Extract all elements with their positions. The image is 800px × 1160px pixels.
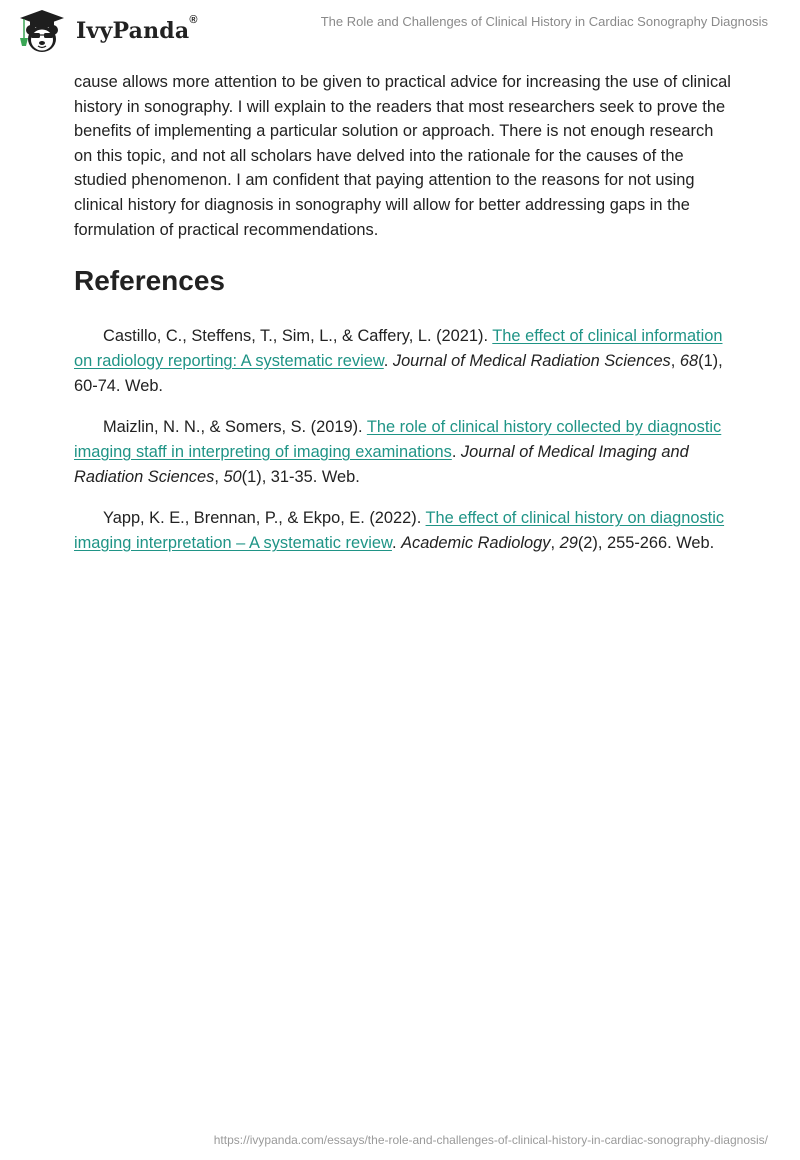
volume: 68 [679,352,699,371]
reference-authors: Maizlin, N. N., & Somers, S. (2019). [103,418,367,437]
volume: 50 [223,468,242,487]
separator: , [670,352,680,371]
reference-authors: Yapp, K. E., Brennan, P., & Ekpo, E. (2022). [103,509,426,528]
reference-item [74,415,734,490]
document-body [74,70,734,572]
volume: 29 [559,534,578,553]
brand-name: IvyPanda® [76,14,198,44]
issue-pages: (1), 31-35. Web. [241,468,360,487]
journal-name: Journal of Medical Radiation Sciences [392,352,671,371]
brand-logo[interactable] [16,8,198,54]
reference-item [74,506,734,556]
body-paragraph: cause allows more attention to be given to practical advice for increasing the use of clinical history in sonography. I will explain to the readers that most researchers seek to prove the benefits of implementing a particular solution or approach. There is not enough research on this topic, and not all scholars have delved into the rationale for the causes of the studied phenomenon. I am confident that paying attention to the reasons for not using clinical history for diagnosis in sonography will allow for better addressing gaps in the formulation of practical recommendations. [74,73,731,239]
reference-link[interactable]: The effect of clinical information on radiology reporting: A systematic review [74,327,723,371]
separator: , [214,468,224,487]
separator: . [391,534,402,553]
journal-name: Academic Radiology [401,534,551,553]
separator: . [383,352,393,371]
issue-pages: (1), 60-74. Web. [74,352,723,396]
journal-name: Journal of Medical Imaging and Radiation Sciences [74,443,689,487]
footer-url: https://ivypanda.com/essays/the-role-and-challenges-of-clinical-history-in-cardiac-sonography-diagnosis/ [213,1133,768,1147]
reference-link[interactable]: The effect of clinical history on diagnostic imaging interpretation – A systematic review [74,509,725,553]
panda-graduate-icon [16,8,68,54]
references-list [74,324,734,556]
separator: . [451,443,461,462]
reference-authors: Castillo, C., Steffens, T., Sim, L., & Caffery, L. (2021). [103,327,493,346]
reference-link[interactable]: The role of clinical history collected by diagnostic imaging staff in interpreting of imaging examinations [74,418,722,462]
separator: , [550,534,560,553]
references-heading: References [74,265,225,297]
page-header [0,0,800,60]
document-title: The Role and Challenges of Clinical History in Cardiac Sonography Diagnosis [320,14,768,29]
issue-pages: (2), 255-266. Web. [577,534,715,553]
reference-item [74,324,734,399]
